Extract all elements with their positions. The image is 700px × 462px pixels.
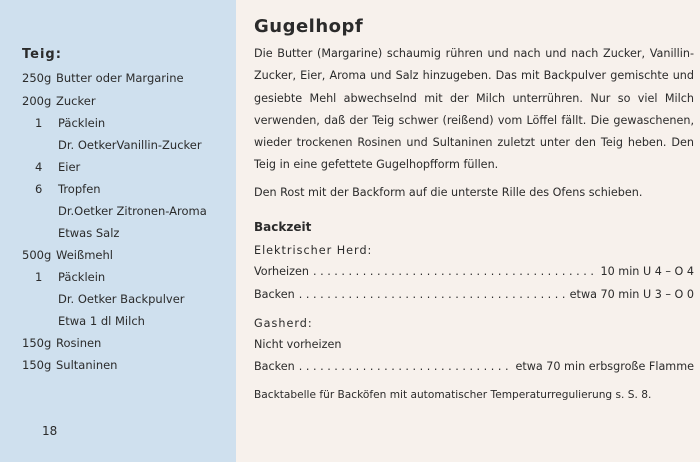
electric-preheat-row [254,265,694,278]
ingredient-line [22,71,184,85]
ingredient-line [35,116,105,130]
ingredient-line [22,336,101,350]
ingredients-panel [0,0,236,462]
bake-value: etwa 70 min erbsgroße Flamme [515,360,694,373]
ingredient-line [58,204,207,218]
page-number: 18 [42,424,58,438]
ingredient-text: Butter oder Margarine [56,71,184,85]
ingredient-text: Weißmehl [56,248,113,262]
ingredient-line [22,248,113,262]
ingredient-line [22,94,96,108]
baking-table-note: Backtabelle für Backöfen mit automatischer Temperaturregulierung s. S. 8. [254,389,652,401]
ingredient-line [58,314,145,328]
recipe-panel [236,0,700,462]
bake-label: Backen [254,288,295,301]
gas-preheat: Nicht vorheizen [254,338,342,351]
dot-leader [299,288,566,301]
ingredient-text: Tropfen [58,182,101,196]
ingredient-amount: 4 [35,160,43,174]
preheat-value: 10 min U 4 – O 4 [600,265,694,278]
recipe-instructions [254,43,694,204]
ingredient-amount: 1 [35,116,43,130]
ingredient-amount: 1 [35,270,43,284]
dot-leader [313,265,597,278]
ingredient-amount: 150g [22,336,52,350]
dot-leader [299,360,512,373]
ingredient-text: Päcklein [58,270,106,284]
ingredient-text: Sultaninen [56,358,118,372]
ingredient-amount: 500g [22,248,52,262]
ingredient-amount: 250g [22,71,52,85]
ingredient-line [35,270,105,284]
instructions-text: Die Butter (Margarine) schaumig rühren und nach und nach Zucker, Vanillin-Zucker, Eier, Aroma und Salz hinzugeben. Das mit Backpulver gemischte und gesiebte Mehl abwechselnd mit der Milch unterrühren. Nur so viel Milch verwenden, daß der Teig schwer (reißend) vom Löffel fällt. Die gewaschenen, wieder trockenen Rosinen und Sultaninen zuletzt unter den Teig heben. Den Teig in eine gefettete Gugelhopfform füllen. [254,47,694,172]
ingredient-line [58,292,185,306]
ingredient-text: Dr. OetkerVanillin-Zucker [58,138,202,152]
ingredient-line [35,182,101,196]
ingredient-line [58,226,119,240]
electric-heading: Elektrischer Herd: [254,244,373,257]
ingredient-text: Etwa 1 dl Milch [58,314,145,328]
ingredient-text: Dr.Oetker Zitronen-Aroma [58,204,207,218]
ingredient-text: Rosinen [56,336,102,350]
ingredients-heading: Teig: [22,47,62,62]
ingredient-text: Dr. Oetker Backpulver [58,292,185,306]
ingredient-text: Etwas Salz [58,226,120,240]
electric-bake-row [254,288,694,301]
gas-bake-row [254,360,694,373]
recipe-title: Gugelhopf [254,16,364,37]
gas-heading: Gasherd: [254,317,313,330]
ingredient-amount: 6 [35,182,43,196]
bake-label: Backen [254,360,295,373]
ingredient-line [58,138,202,152]
ingredient-line [22,358,117,372]
ingredient-amount: 200g [22,94,52,108]
ingredient-amount: 150g [22,358,52,372]
bake-value: etwa 70 min U 3 – O 0 [569,288,694,301]
instructions-last-line: Den Rost mit der Backform auf die unterste Rille des Ofens schieben. [254,185,643,199]
ingredient-text: Eier [58,160,81,174]
backzeit-heading: Backzeit [254,220,312,234]
ingredient-text: Zucker [56,94,96,108]
ingredient-line [35,160,80,174]
ingredient-text: Päcklein [58,116,106,130]
preheat-label: Vorheizen [254,265,309,278]
